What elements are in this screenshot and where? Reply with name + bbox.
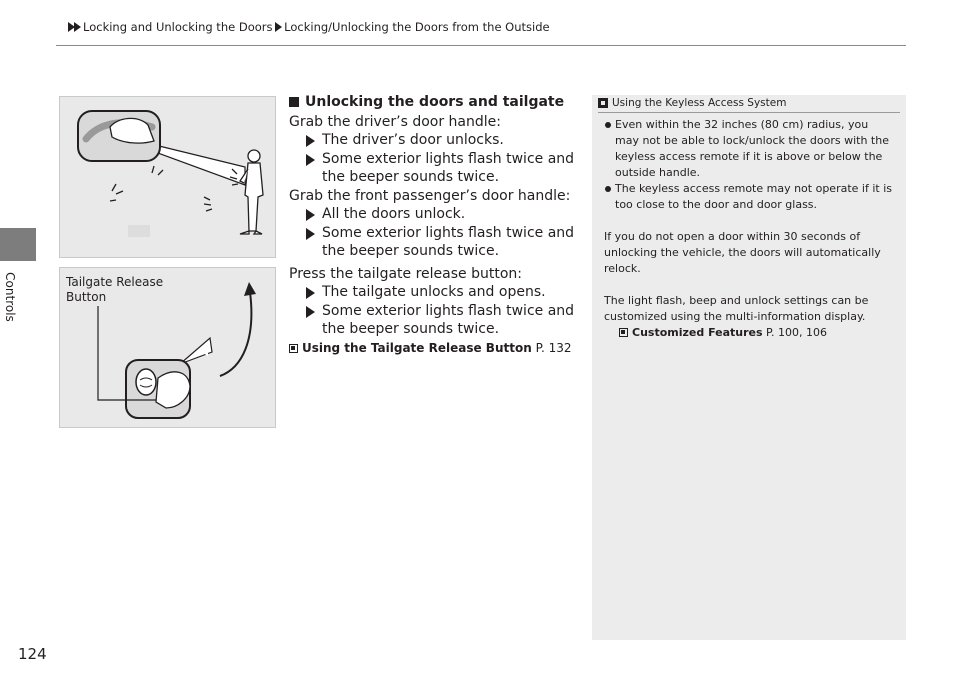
step-item (289, 131, 585, 150)
cross-reference-link[interactable] (289, 339, 585, 357)
breadcrumb (68, 20, 550, 34)
cross-reference-page: P. 132 (535, 340, 572, 355)
step-arrow-icon (306, 306, 315, 318)
cross-reference-label: Using the Tailgate Release Button (302, 340, 532, 355)
note-bullet-text: Even within the 32 inches (80 cm) radius, you may not be able to lock/unlock the doors with the keyless access remote if it is above or below the outside handle. (615, 118, 889, 179)
note-bullet (604, 181, 892, 213)
step-item (289, 150, 585, 187)
page-number: 124 (18, 645, 47, 663)
header-divider (56, 45, 906, 46)
door-handle-drawing (60, 97, 275, 257)
note-reference-label: Customized Features (632, 326, 763, 339)
step-text: All the doors unlock. (322, 206, 466, 222)
breadcrumb-arrow-icon (275, 22, 282, 32)
step-item (289, 302, 585, 339)
reference-icon (619, 328, 628, 337)
note-paragraph: The light flash, beep and unlock settings can be customized using the multi-information display. (604, 294, 869, 323)
breadcrumb-current[interactable]: Locking/Unlocking the Doors from the Outside (284, 20, 550, 34)
step-arrow-icon (306, 154, 315, 166)
note-panel (592, 95, 906, 640)
step-text: The tailgate unlocks and opens. (322, 284, 546, 300)
note-body (604, 117, 892, 341)
bullet-dot-icon (605, 122, 611, 128)
step-item (289, 283, 585, 302)
section-heading-text: Unlocking the doors and tailgate (305, 94, 565, 110)
step-arrow-icon (306, 228, 315, 240)
main-content (289, 93, 585, 357)
note-bullet-text: The keyless access remote may not operate if it is too close to the door and door glass. (615, 182, 892, 211)
reference-icon (289, 344, 298, 353)
door-handle-illustration (59, 96, 276, 258)
note-icon (598, 98, 608, 108)
instruction-tailgate: Press the tailgate release button: (289, 265, 522, 282)
step-text: Some exterior lights flash twice and the beeper sounds twice. (322, 224, 575, 259)
breadcrumb-arrow-icon (74, 22, 81, 32)
step-arrow-icon (306, 287, 315, 299)
tailgate-release-button-label: Tailgate Release Button (66, 275, 164, 304)
section-heading (289, 93, 585, 112)
bullet-dot-icon (605, 186, 611, 192)
note-bullet (604, 117, 892, 181)
step-arrow-icon (306, 209, 315, 221)
instruction-driver: Grab the driver’s door handle: (289, 113, 501, 130)
step-item (289, 224, 585, 261)
note-title (598, 97, 786, 109)
instruction-passenger: Grab the front passenger’s door handle: (289, 187, 571, 204)
step-arrow-icon (306, 135, 315, 147)
side-tab-marker (0, 228, 36, 261)
step-item (289, 205, 585, 224)
note-cross-reference-link[interactable] (604, 325, 892, 341)
note-reference-pages: P. 100, 106 (766, 326, 827, 339)
section-square-icon (289, 97, 299, 107)
tailgate-release-illustration (59, 267, 276, 428)
note-paragraph: If you do not open a door within 30 seconds of unlocking the vehicle, the doors will automatically relock. (604, 230, 881, 275)
step-text: The driver’s door unlocks. (322, 132, 504, 148)
step-text: Some exterior lights flash twice and the beeper sounds twice. (322, 302, 575, 337)
note-divider (598, 112, 900, 113)
note-title-text: Using the Keyless Access System (612, 97, 787, 109)
step-text: Some exterior lights flash twice and the beeper sounds twice. (322, 150, 575, 185)
breadcrumb-link-locking-unlocking[interactable]: Locking and Unlocking the Doors (83, 20, 273, 34)
side-tab-label: Controls (2, 272, 17, 322)
